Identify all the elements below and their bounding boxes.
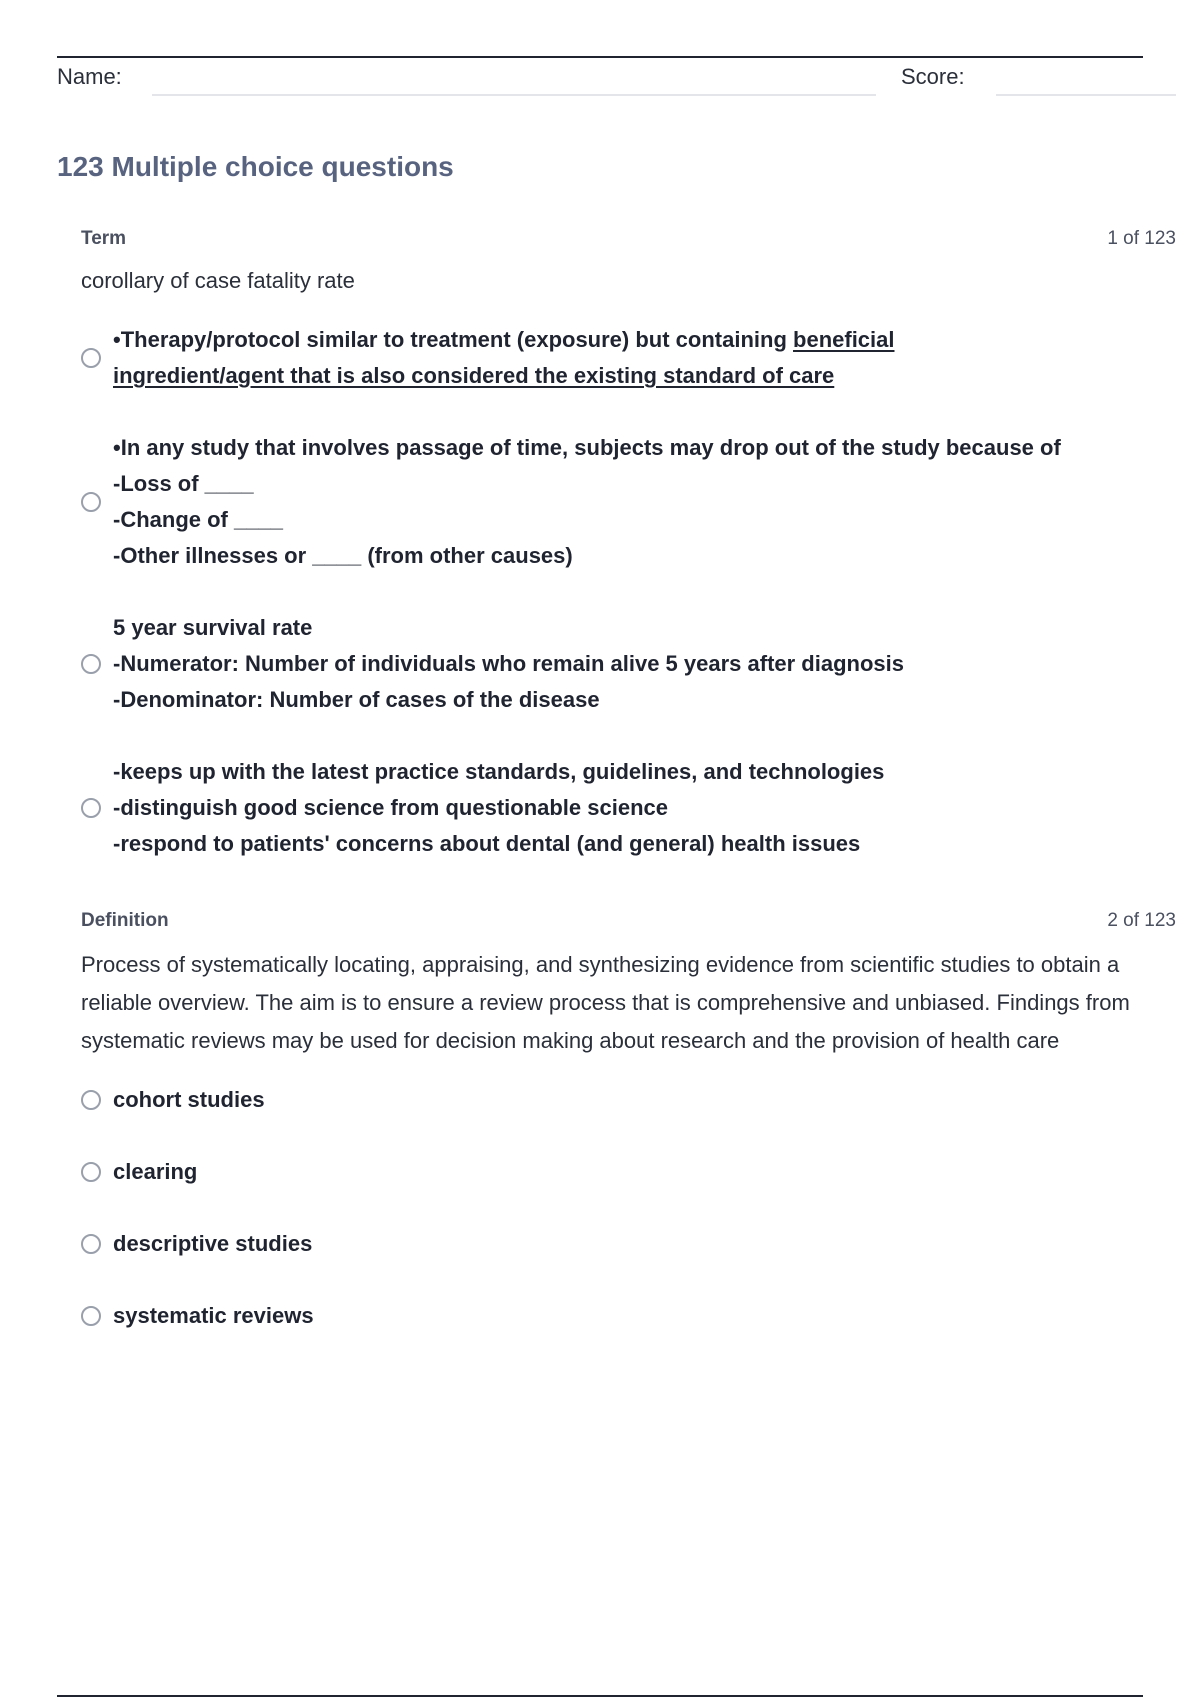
option-line: -Numerator: Number of individuals who remain alive 5 years after diagnosis [113, 651, 904, 676]
question-1 [81, 226, 1176, 898]
option-1[interactable] [81, 322, 1176, 394]
question-header [81, 226, 1176, 252]
question-kind: Term [81, 228, 127, 249]
question-count: 1 of 123 [1107, 228, 1176, 249]
radio-button[interactable] [81, 1162, 101, 1182]
radio-button[interactable] [81, 1306, 101, 1326]
question-kind: Definition [81, 910, 169, 931]
name-field-line[interactable] [152, 94, 876, 96]
option-text [113, 754, 884, 862]
option-text: systematic reviews [113, 1303, 314, 1328]
score-label: Score: [901, 64, 965, 89]
question-count: 2 of 123 [1107, 910, 1176, 931]
option-text: cohort studies [113, 1087, 265, 1112]
radio-button[interactable] [81, 348, 101, 368]
option-line: -Change of ____ [113, 507, 283, 532]
option-text [113, 322, 895, 394]
option-3[interactable] [81, 1226, 1176, 1262]
radio-button[interactable] [81, 1090, 101, 1110]
option-line: •In any study that involves passage of time, subjects may drop out of the study because of [113, 435, 1061, 460]
option-4[interactable] [81, 1298, 1176, 1334]
radio-button[interactable] [81, 798, 101, 818]
option-line: •Therapy/protocol similar to treatment (exposure) but containing beneficial [113, 327, 895, 352]
option-line: 5 year survival rate [113, 615, 313, 640]
option-text [113, 430, 1061, 574]
page-title: 123 Multiple choice questions [57, 151, 454, 182]
radio-button[interactable] [81, 654, 101, 674]
option-text [113, 610, 904, 718]
question-2 [81, 908, 1176, 1370]
radio-button[interactable] [81, 492, 101, 512]
option-1[interactable] [81, 1082, 1176, 1118]
option-text: clearing [113, 1159, 198, 1184]
score-field-line[interactable] [996, 94, 1176, 96]
question-prompt: corollary of case fatality rate [81, 268, 355, 293]
question-prompt: Process of systematically locating, appraising, and synthesizing evidence from scientific studies to obtain a reliable overview. The aim is to ensure a review process that is comprehensive and unbiased. Findings from systematic reviews may be used for decision making about research and the provision of health care [81, 952, 1130, 1053]
option-3[interactable] [81, 610, 1176, 718]
top-rule [57, 56, 1143, 58]
radio-button[interactable] [81, 1234, 101, 1254]
option-list [81, 322, 1176, 862]
option-line: -Other illnesses or ____ (from other causes) [113, 543, 573, 568]
option-2[interactable] [81, 430, 1176, 574]
option-2[interactable] [81, 1154, 1176, 1190]
question-header [81, 908, 1176, 934]
option-line: ingredient/agent that is also considered the existing standard of care [113, 363, 835, 388]
option-line: -distinguish good science from questionable science [113, 795, 668, 820]
option-text: descriptive studies [113, 1231, 313, 1256]
name-label: Name: [57, 64, 122, 89]
option-line: -keeps up with the latest practice standards, guidelines, and technologies [113, 759, 885, 784]
option-line: -Loss of ____ [113, 471, 254, 496]
option-line: -Denominator: Number of cases of the disease [113, 687, 600, 712]
option-line: -respond to patients' concerns about dental (and general) health issues [113, 831, 861, 856]
bottom-rule [57, 1695, 1143, 1697]
option-list [81, 1082, 1176, 1334]
option-4[interactable] [81, 754, 1176, 862]
